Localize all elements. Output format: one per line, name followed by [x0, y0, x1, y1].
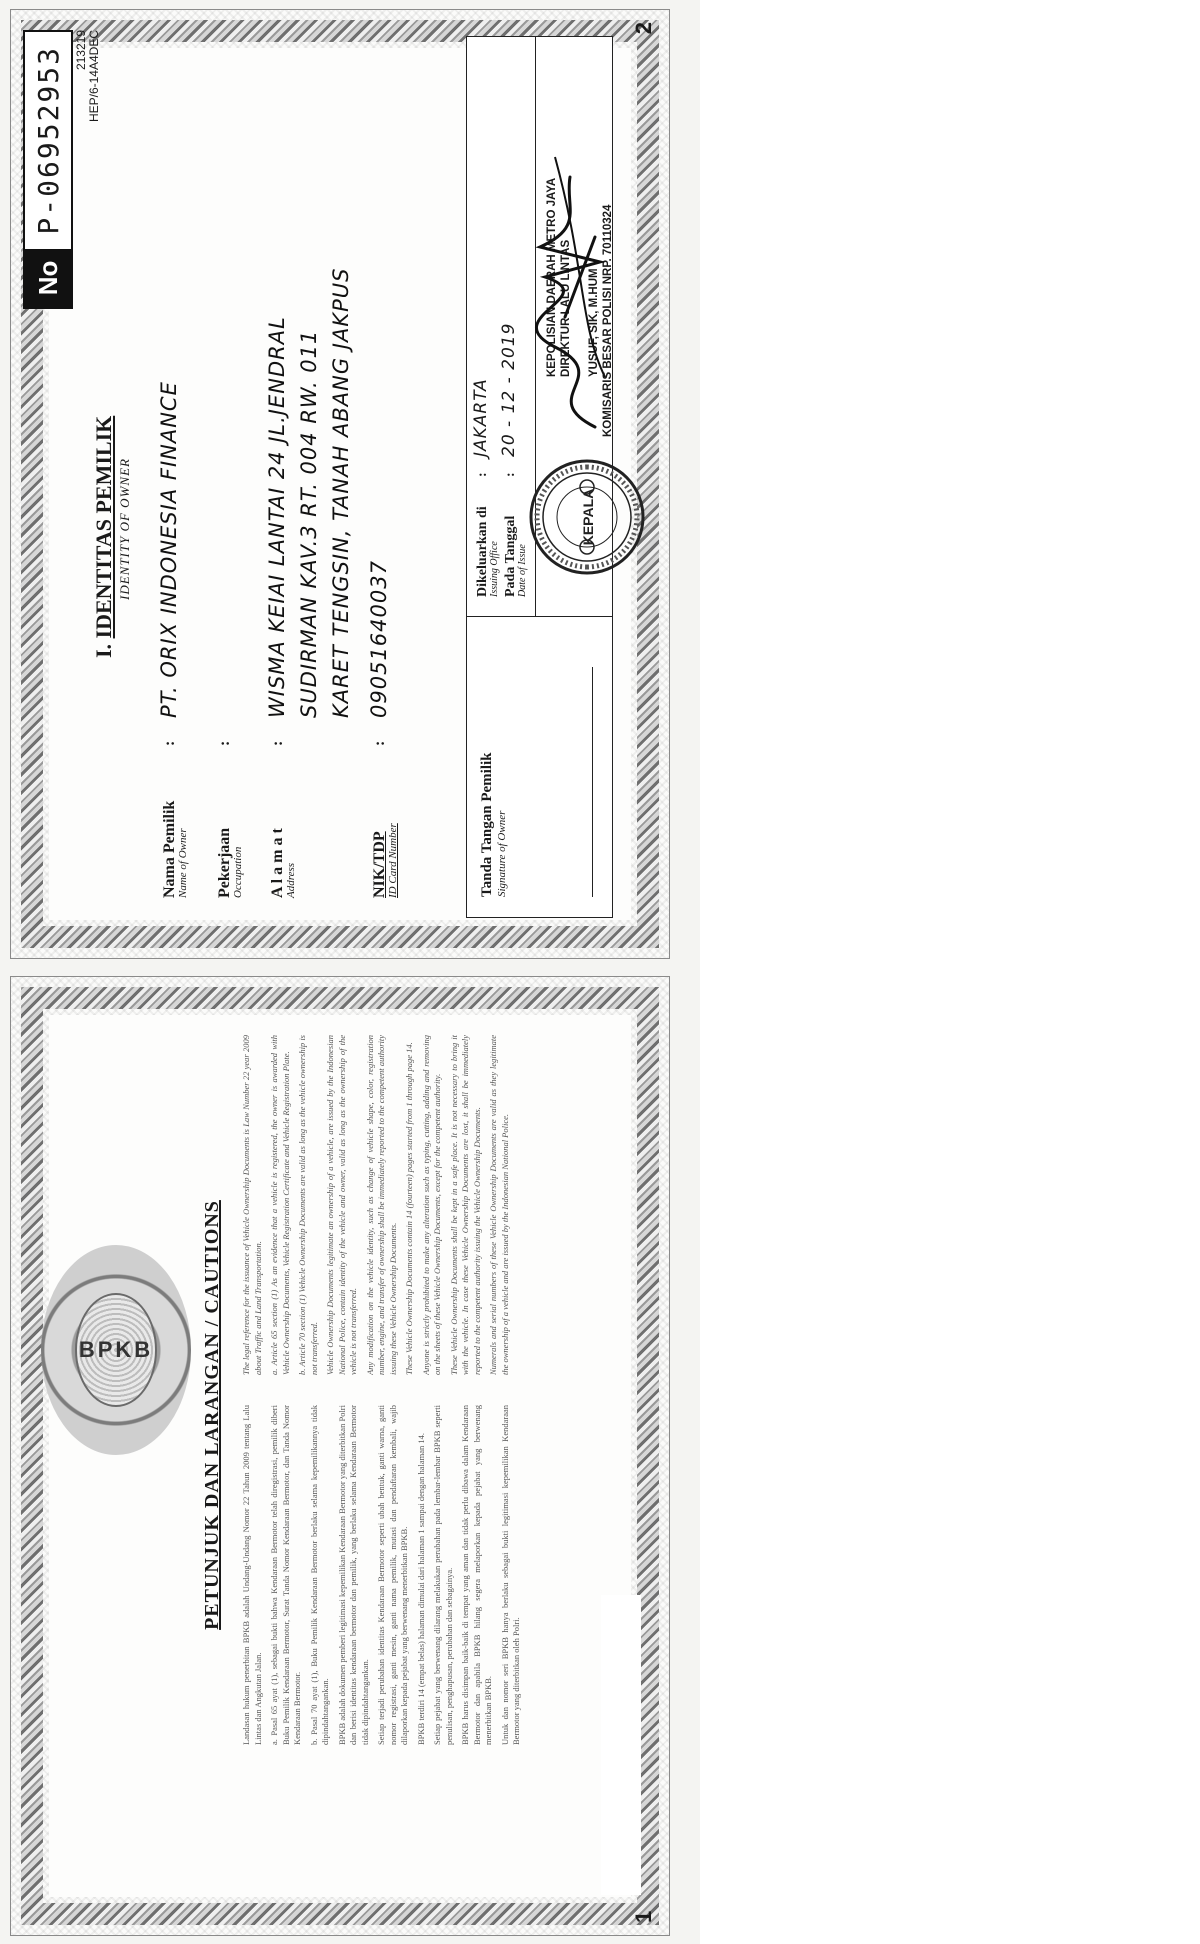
- caution-id-1: Landasan hukum penerbitan BPKB adalah Undang-Undang Nomor 22 Tahun 2009 tentang Lalu Lintas dan Angkutan Jalan.: [241, 1405, 263, 1745]
- caution-id-2: BPKB adalah dokumen pemberi legitimasi kepemilikan Kendaraan Bermotor yang diterbitkan Polri dan berisi identitas kendaraan bermotor dan pemilik, yang berlaku selama Kendaraan Bermotor tidak dipindahtangankan.: [336, 1405, 370, 1745]
- caution-id-5: Setiap pejabat yang berwenang dilarang melakukan perubahan pada lembar-lembar BPKB seperti penulisan, penghapusan, perubahan dan sebagainya.: [432, 1405, 454, 1745]
- serial-number-box: [23, 30, 73, 309]
- issued-at-label: [475, 506, 500, 597]
- owner-signature-label: [479, 752, 508, 897]
- address-line-2: SUDIRMAN KAV.3 RT. 004 RW. 011: [297, 329, 321, 718]
- issued-at-value: JAKARTA: [471, 378, 491, 457]
- officer-rank: KOMISARIS BESAR POLISI NRP. 70110324: [602, 204, 614, 437]
- caution-id-7: Untuk dan nomor seri BPKB hanya berlaku sebagai bukti legitimasi kepemilikan Kendaraan Bermotor yang diterbitkan oleh Polri.: [499, 1405, 521, 1745]
- owner-signature-sublabel: Signature of Owner: [496, 810, 508, 897]
- caution-en-3: Any modification on the vehicle identity, such as change of vehicle shape, color, registration number, engine, and transfer of ownership shall be immediately reported to the competent authority issuing these Vehicle Ownership Documents.: [364, 1035, 398, 1375]
- colon: :: [475, 472, 490, 477]
- signature-divider: [467, 616, 612, 617]
- identity-page: [10, 9, 670, 959]
- issue-date-label-text: Pada Tanggal: [503, 515, 518, 597]
- owner-name-label: [161, 748, 189, 898]
- nik-label-text: NIK/TDP: [371, 831, 388, 898]
- owner-name-sublabel: Name of Owner: [177, 828, 189, 898]
- caution-en-2: Vehicle Ownership Documents legitimate an ownership of a vehicle, are issued by the Indonesian National Police, contain identity of the vehicle and owner, valid as long as the ownership of the vehicle is not transferred.: [325, 1035, 358, 1375]
- signature-separator: [535, 37, 536, 617]
- issued-at-sublabel: Issuing Office: [489, 541, 500, 597]
- page-number: 2: [631, 22, 656, 35]
- document-codes: [75, 30, 101, 122]
- colon: :: [216, 740, 233, 746]
- caution-en-1b: b. Article 70 section (1) Vehicle Ownership Documents are valid as long as the vehicle ownership is not transferred.: [297, 1035, 319, 1375]
- nik-value: 09051640037: [367, 560, 391, 718]
- nik-sublabel: ID Card Number: [387, 823, 399, 898]
- section-heading: IDENTITAS PEMILIK: [91, 415, 116, 639]
- owner-signature-label-text: Tanda Tangan Pemilik: [479, 752, 495, 897]
- officer-line-1: KEPOLISIAN DAERAH METRO JAYA: [546, 177, 558, 377]
- issue-date-label: [503, 516, 528, 597]
- page-number: 1: [631, 1910, 656, 1923]
- issuing-officer: [545, 67, 615, 587]
- bpkb-emblem: [41, 1245, 191, 1455]
- section-subtitle: IDENTITY OF OWNER: [117, 458, 132, 600]
- address-label: [269, 748, 297, 898]
- serial-no-label: No: [25, 249, 71, 308]
- caution-id-1b: b. Pasal 70 ayat (1), Buku Pemilik Kendaraan Bermotor berlaku selama kepemilikannya tidak dipindahtangankan.: [308, 1405, 330, 1745]
- caution-en-5: Anyone is strictly prohibited to make any alteration such as typing, cutting, adding and removing on the sheets of these Vehicle Ownership Documents, except for the competent authority.: [420, 1035, 442, 1375]
- caution-en-7: Numerals and serial numbers of these Vehicle Ownership Documents are valid as they legitimate the ownership of a vehicle and are issued by the Indonesian National Police.: [488, 1035, 510, 1375]
- occupation-label: [216, 748, 244, 898]
- owner-signature-line: [592, 667, 593, 897]
- colon: :: [371, 740, 388, 746]
- cautions-english: [241, 1035, 601, 1375]
- nik-label: [371, 748, 399, 898]
- stamp-text: KEPALA: [580, 488, 596, 546]
- serial-number: P-06952953: [31, 46, 65, 235]
- officer-name: YUSUF, SIK, M.HUM: [588, 268, 600, 377]
- address-line-3: KARET TENGSIN, TANAH ABANG JAKPUS: [329, 267, 353, 718]
- address-sublabel: Address: [285, 862, 297, 898]
- cautions-page: [10, 976, 670, 1936]
- caution-en-6: These Vehicle Ownership Documents shall be kept in a safe place. It is not necessary to bring it with the vehicle. In case these Vehicle Ownership Documents are lost, it shall be immediately reported to the competent authority issuing the Vehicle Ownership Documents.: [448, 1035, 482, 1375]
- colon: :: [161, 740, 178, 746]
- section-title: [91, 416, 117, 658]
- colon: :: [269, 740, 286, 746]
- code-line-2: HEP/6-14A4DEC: [87, 30, 101, 123]
- issue-date-sublabel: Date of Issue: [517, 544, 528, 597]
- caution-en-1: The legal reference for the issuance of Vehicle Ownership Documents is Law Number 22 year 2009 about Traffic and Land Transportation.: [241, 1035, 263, 1375]
- signature-block: [466, 36, 613, 918]
- redaction-strip: [601, 1595, 641, 1895]
- address-label-text: A l a m a t: [269, 828, 286, 898]
- officer-line-2: DIREKTUR LALU LINTAS: [560, 239, 572, 377]
- occupation-sublabel: Occupation: [232, 846, 244, 898]
- owner-name-value: PT. ORIX INDONESIA FINANCE: [157, 381, 181, 718]
- caution-en-1a: a. Article 65 section (1) As an evidence that a vehicle is registered, the owner is awarded with Vehicle Ownership Documents, Vehicle Registration Certificate and Vehicle Registration Plate.: [269, 1035, 291, 1375]
- occupation-label-text: Pekerjaan: [216, 827, 233, 898]
- issued-at-label-text: Dikeluarkan di: [475, 506, 490, 597]
- colon: :: [503, 472, 518, 477]
- caution-id-4: BPKB terdiri 14 (empat belas) halaman dimulai dari halaman 1 sampai dengan halaman 14.: [415, 1432, 426, 1745]
- caution-id-6: BPKB harus disimpan baik-baik di tempat yang aman dan tidak perlu dibawa dalam Kendaraan Bermotor dan apabila BPKB hilang segera melaporkan kepada pejabat yang berwenang menerbitkan BPKB.: [460, 1405, 493, 1745]
- cautions-indonesian: [241, 1405, 601, 1745]
- caution-id-3: Setiap terjadi perubahan identitas Kendaraan Bermotor seperti ubah bentuk, ganti warna, ganti nomor registrasi, ganti mesin, ganti nama pemilik, mutasi dan pendaftaran kembali, wajib dilaporkan kepada pejabat yang berwenang menerbitkan BPKB.: [376, 1405, 409, 1745]
- owner-name-label-text: Nama Pemilik: [161, 800, 178, 898]
- caution-en-4: These Vehicle Ownership Documents contain 14 (fourteen) pages started from 1 through page 14.: [404, 1042, 414, 1375]
- cautions-title: PETUNJUK DAN LARANGAN / CAUTIONS: [201, 1200, 223, 1630]
- caution-id-1a: a. Pasal 65 ayat (1), sebagai bukti bahwa Kendaraan Bermotor telah diregistrasi, pemilik diberi Buku Pemilik Kendaraan Bermotor, Surat Tanda Nomor Kendaraan Bermotor, dan Tanda Nomor Kendaraan Bermotor.: [269, 1405, 302, 1745]
- emblem-core: [75, 1293, 157, 1407]
- emblem-text: BPKB: [78, 1337, 154, 1362]
- code-line-1: 213219: [74, 30, 88, 71]
- issue-date-value: 20 - 12 - 2019: [499, 322, 519, 457]
- section-number: I.: [91, 643, 116, 658]
- address-line-1: WISMA KEIAI LANTAI 24 JL.JENDRAL: [265, 316, 289, 718]
